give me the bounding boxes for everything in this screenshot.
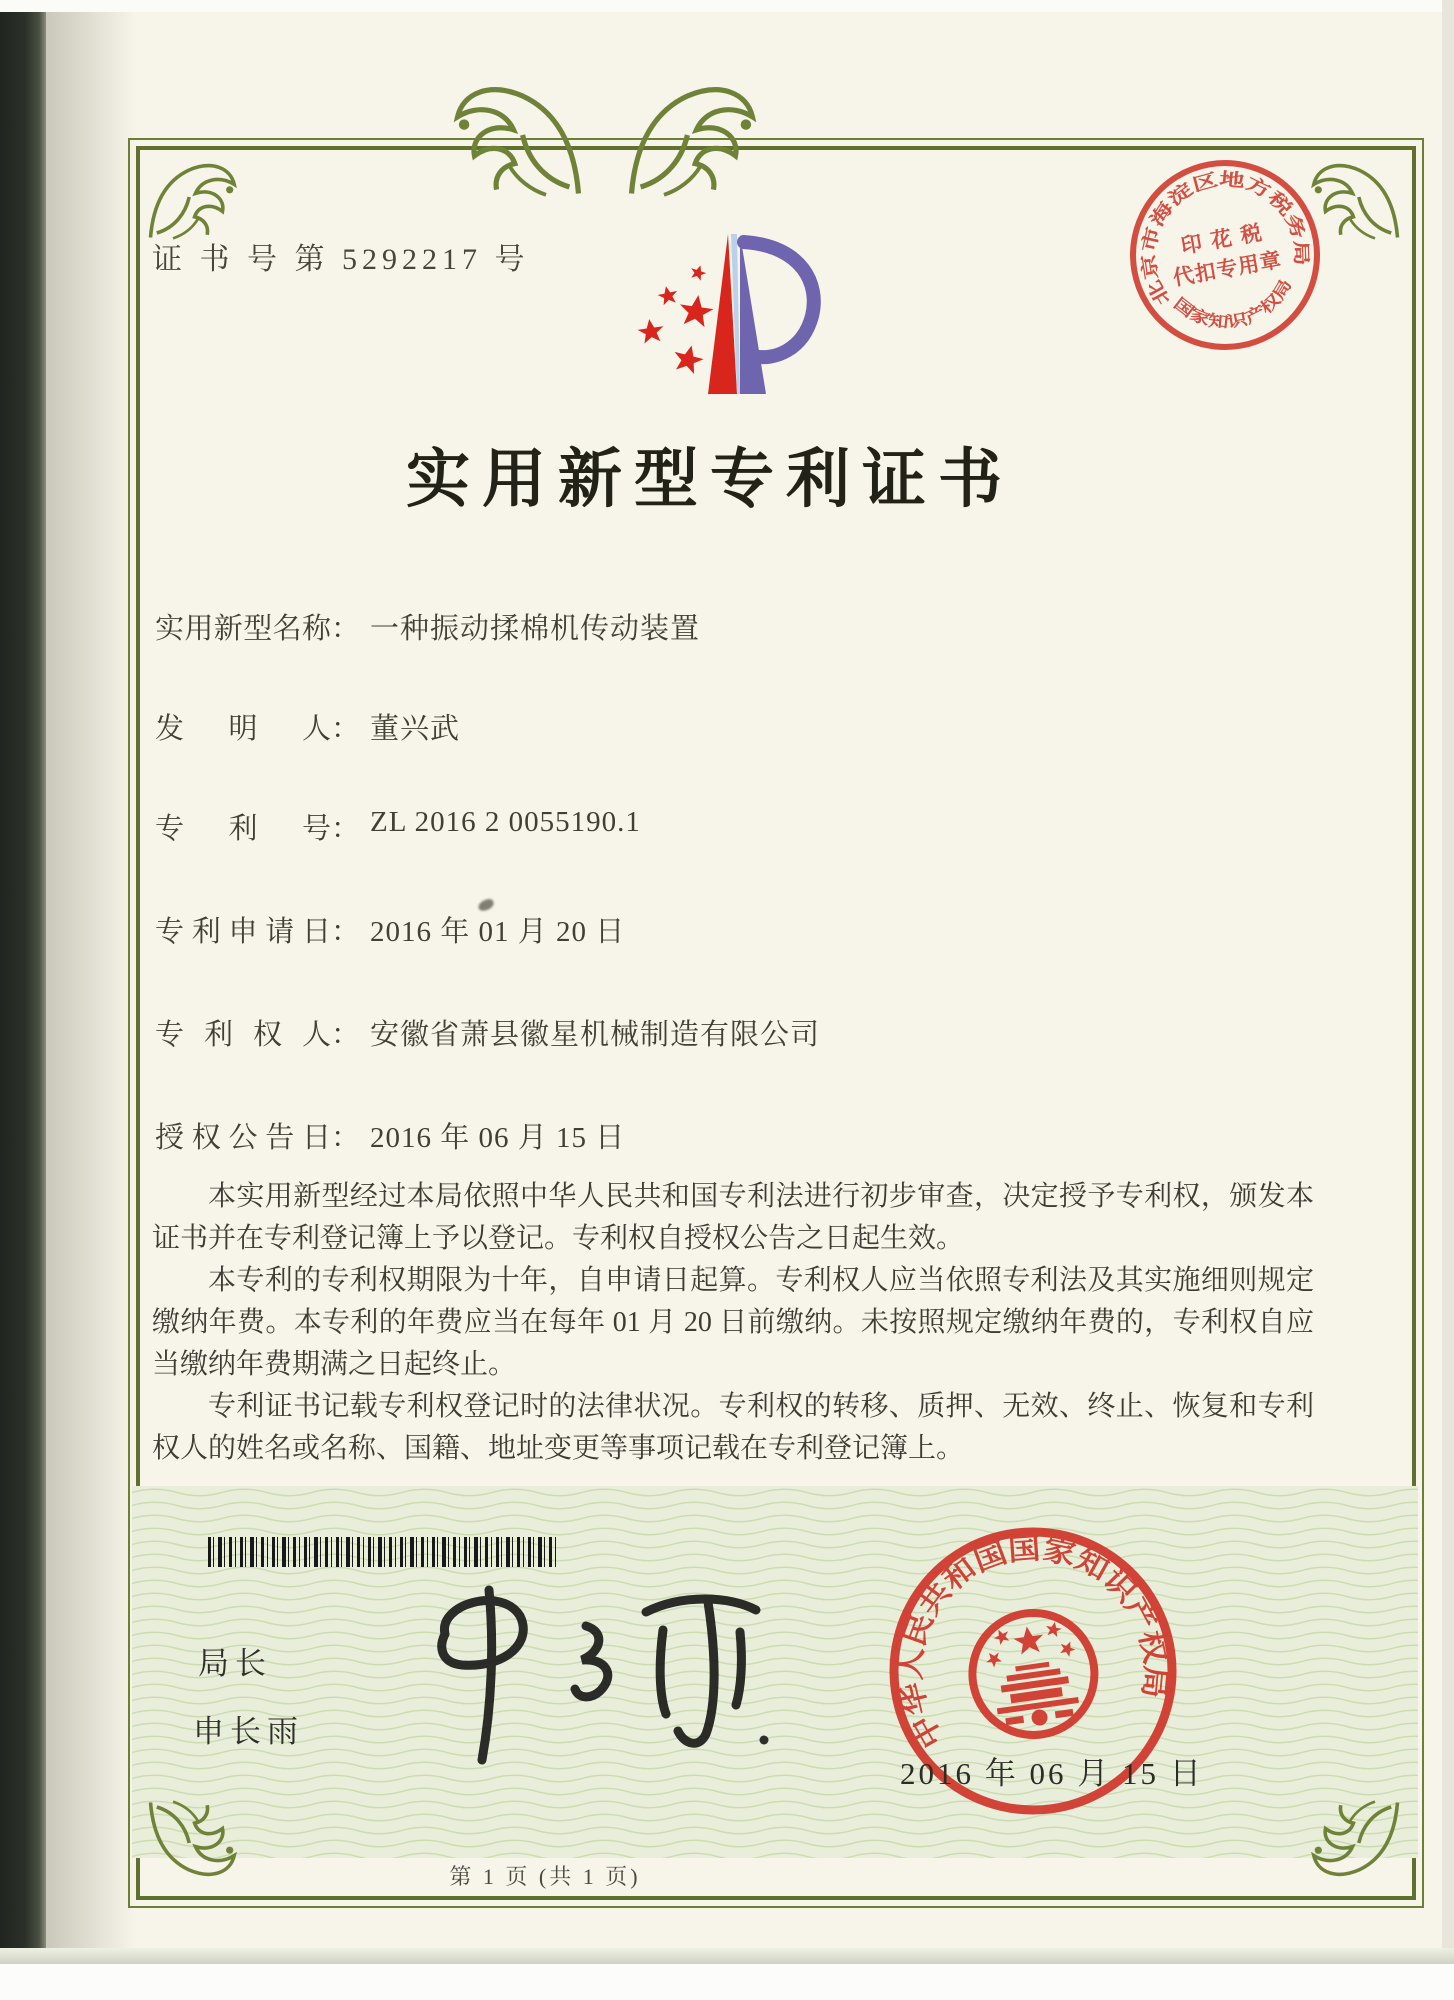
director-signature [410,1572,790,1782]
field-row [155,706,460,746]
field-value: 董兴武 [370,713,461,745]
certificate-number: 证 书 号 第 5292217 号 [152,243,530,276]
field-label: 发明人 [155,713,331,745]
field-row [155,806,641,846]
barcode [208,1537,560,1567]
field-label: 授权公告日 [155,1122,331,1154]
stamp-center-line2: 代扣专用章 [1171,247,1284,291]
field-row [155,1012,820,1052]
field-label: 实用新型名称 [155,613,331,645]
corner-ornament-bottom-right [1314,1802,1398,1875]
sipo-logo-icon [636,226,826,411]
corner-ornament-top-left [151,166,235,239]
seal-ring-text: 中华人民共和国国家知识产权局 [895,1533,1171,1754]
field-row [155,1115,625,1155]
certificate-title: 实用新型专利证书 [406,444,1014,515]
stamp-ring-bottom-text: 国家知识产权局 [1170,280,1294,332]
field-colon: ： [331,1019,361,1051]
legal-text-block [152,1176,1314,1470]
paragraph-grant: 本实用新型经过本局依照中华人民共和国专利法进行初步审查，决定授予专利权，颁发本证书并在专利登记簿上予以登记。专利权自授权公告之日起生效。 [152,1181,1314,1254]
field-label: 专利权人 [155,1019,331,1051]
field-colon: ： [331,1122,361,1154]
top-center-ornament-left [458,90,579,195]
director-name-label: 申长雨 [193,1714,304,1749]
field-colon: ： [331,713,361,745]
paragraph-term-fees: 本专利的专利权期限为十年，自申请日起算。专利权人应当依照专利法及其实施细则规定缴纳年费。本专利的年费应当在每年 01 月 20 日前缴纳。未按照规定缴纳年费的，专利权自应当缴纳年费期满之日起终止。 [152,1265,1314,1380]
field-colon: ： [331,813,361,845]
page-number-footer: 第 1 页 (共 1 页) [449,1864,641,1889]
field-label: 专利号 [155,813,331,845]
logo-purple-wedge [740,234,766,394]
paragraph-register: 专利证书记载专利权登记时的法律状况。专利权的转移、质押、无效、终止、恢复和专利权人的姓名或名称、国籍、地址变更等事项记载在专利登记簿上。 [152,1391,1314,1464]
director-title-label: 局长 [198,1646,272,1681]
field-colon: ： [331,916,361,948]
issue-date: 2016 年 06 月 15 日 [900,1756,1204,1791]
national-emblem-icon [965,1605,1103,1743]
field-value: ZL 2016 2 0055190.1 [370,806,641,838]
field-colon: ： [331,613,361,645]
field-row [155,606,700,646]
field-value: 一种振动揉棉机传动装置 [370,613,701,645]
stamp-duty-stamp [1122,152,1328,358]
top-center-ornament-right [632,90,753,195]
field-label: 专利申请日 [155,916,331,948]
field-value: 安徽省萧县徽星机械制造有限公司 [370,1019,821,1051]
field-value: 2016 年 01 月 20 日 [370,916,626,948]
stamp-ring-top-text: 北京市海淀区地方税务局 [1138,168,1312,309]
field-row [155,909,625,949]
field-value: 2016 年 06 月 15 日 [370,1122,626,1154]
stamp-center-line1: 印 花 税 [1179,220,1266,259]
